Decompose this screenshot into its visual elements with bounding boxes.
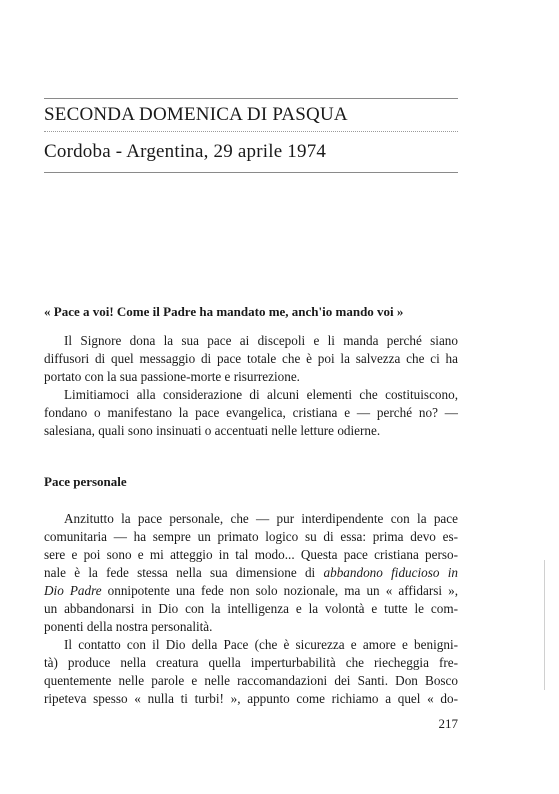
body-line: sere e poi sono e mi atteggio in tal modo... Questa pace cristiana perso- [44,547,458,562]
page-number: 217 [438,716,458,731]
body-line [44,566,458,579]
body-line: Anzitutto la pace personale, che — pur interdipendente con la pace [64,511,458,526]
title-divider [44,131,458,132]
body-line: tà) produce nella creatura quella imperturbabilità che riecheggia fre- [44,655,458,670]
top-rule [44,98,458,99]
epigraph: « Pace a voi! Come il Padre ha mandato me, anch'io mando voi » [44,304,404,319]
body-line: ripeteva spesso « nulla ti turbi! », appunto come richiamo a quel « do- [44,691,458,706]
scan-edge-mark [544,560,545,690]
emphasis-text: abbandono fiducioso in [323,565,458,580]
body-line: Il contatto con il Dio della Pace (che è sicurezza e amore e benigni- [64,637,458,652]
body-line: comunitaria — ha sempre un primato logico su di essa: prima devo es- [44,529,458,544]
body-line: ponenti della nostra personalità. [44,619,213,634]
body-line: quentemente nelle parole e nelle raccomandazioni dei Santi. Don Bosco [44,673,458,688]
page-title: SECONDA DOMENICA DI PASQUA [44,104,348,125]
body-line [44,584,458,597]
header-bottom-rule [44,172,458,173]
body-line: un abbandonarsi in Dio con la intelligenza e la volontà e tutte le com- [44,601,458,616]
intro-line: fondano o manifestano la pace evangelica, cristiana e — perché no? — [44,405,458,420]
intro-line: salesiana, quali sono insinuati o accentuati nelle letture odierne. [44,423,381,438]
body-text: nale è la fede stessa nella sua dimensione di [44,565,324,580]
intro-line: portato con la sua passione-morte e risurrezione. [44,369,300,384]
place-date: Cordoba - Argentina, 29 aprile 1974 [44,141,327,162]
intro-line: Limitiamoci alla considerazione di alcuni elementi che costituiscono, [64,387,458,402]
intro-line: Il Signore dona la sua pace ai discepoli e li manda perché siano [64,333,458,348]
intro-line: diffusori di quel messaggio di pace totale che è poi la salvezza che ci ha [44,351,458,366]
section-title: Pace personale [44,474,127,489]
body-text: onnipotente una fede non solo nozionale, ma un « affidarsi », [101,583,458,598]
emphasis-text: Dio Padre [44,583,102,598]
